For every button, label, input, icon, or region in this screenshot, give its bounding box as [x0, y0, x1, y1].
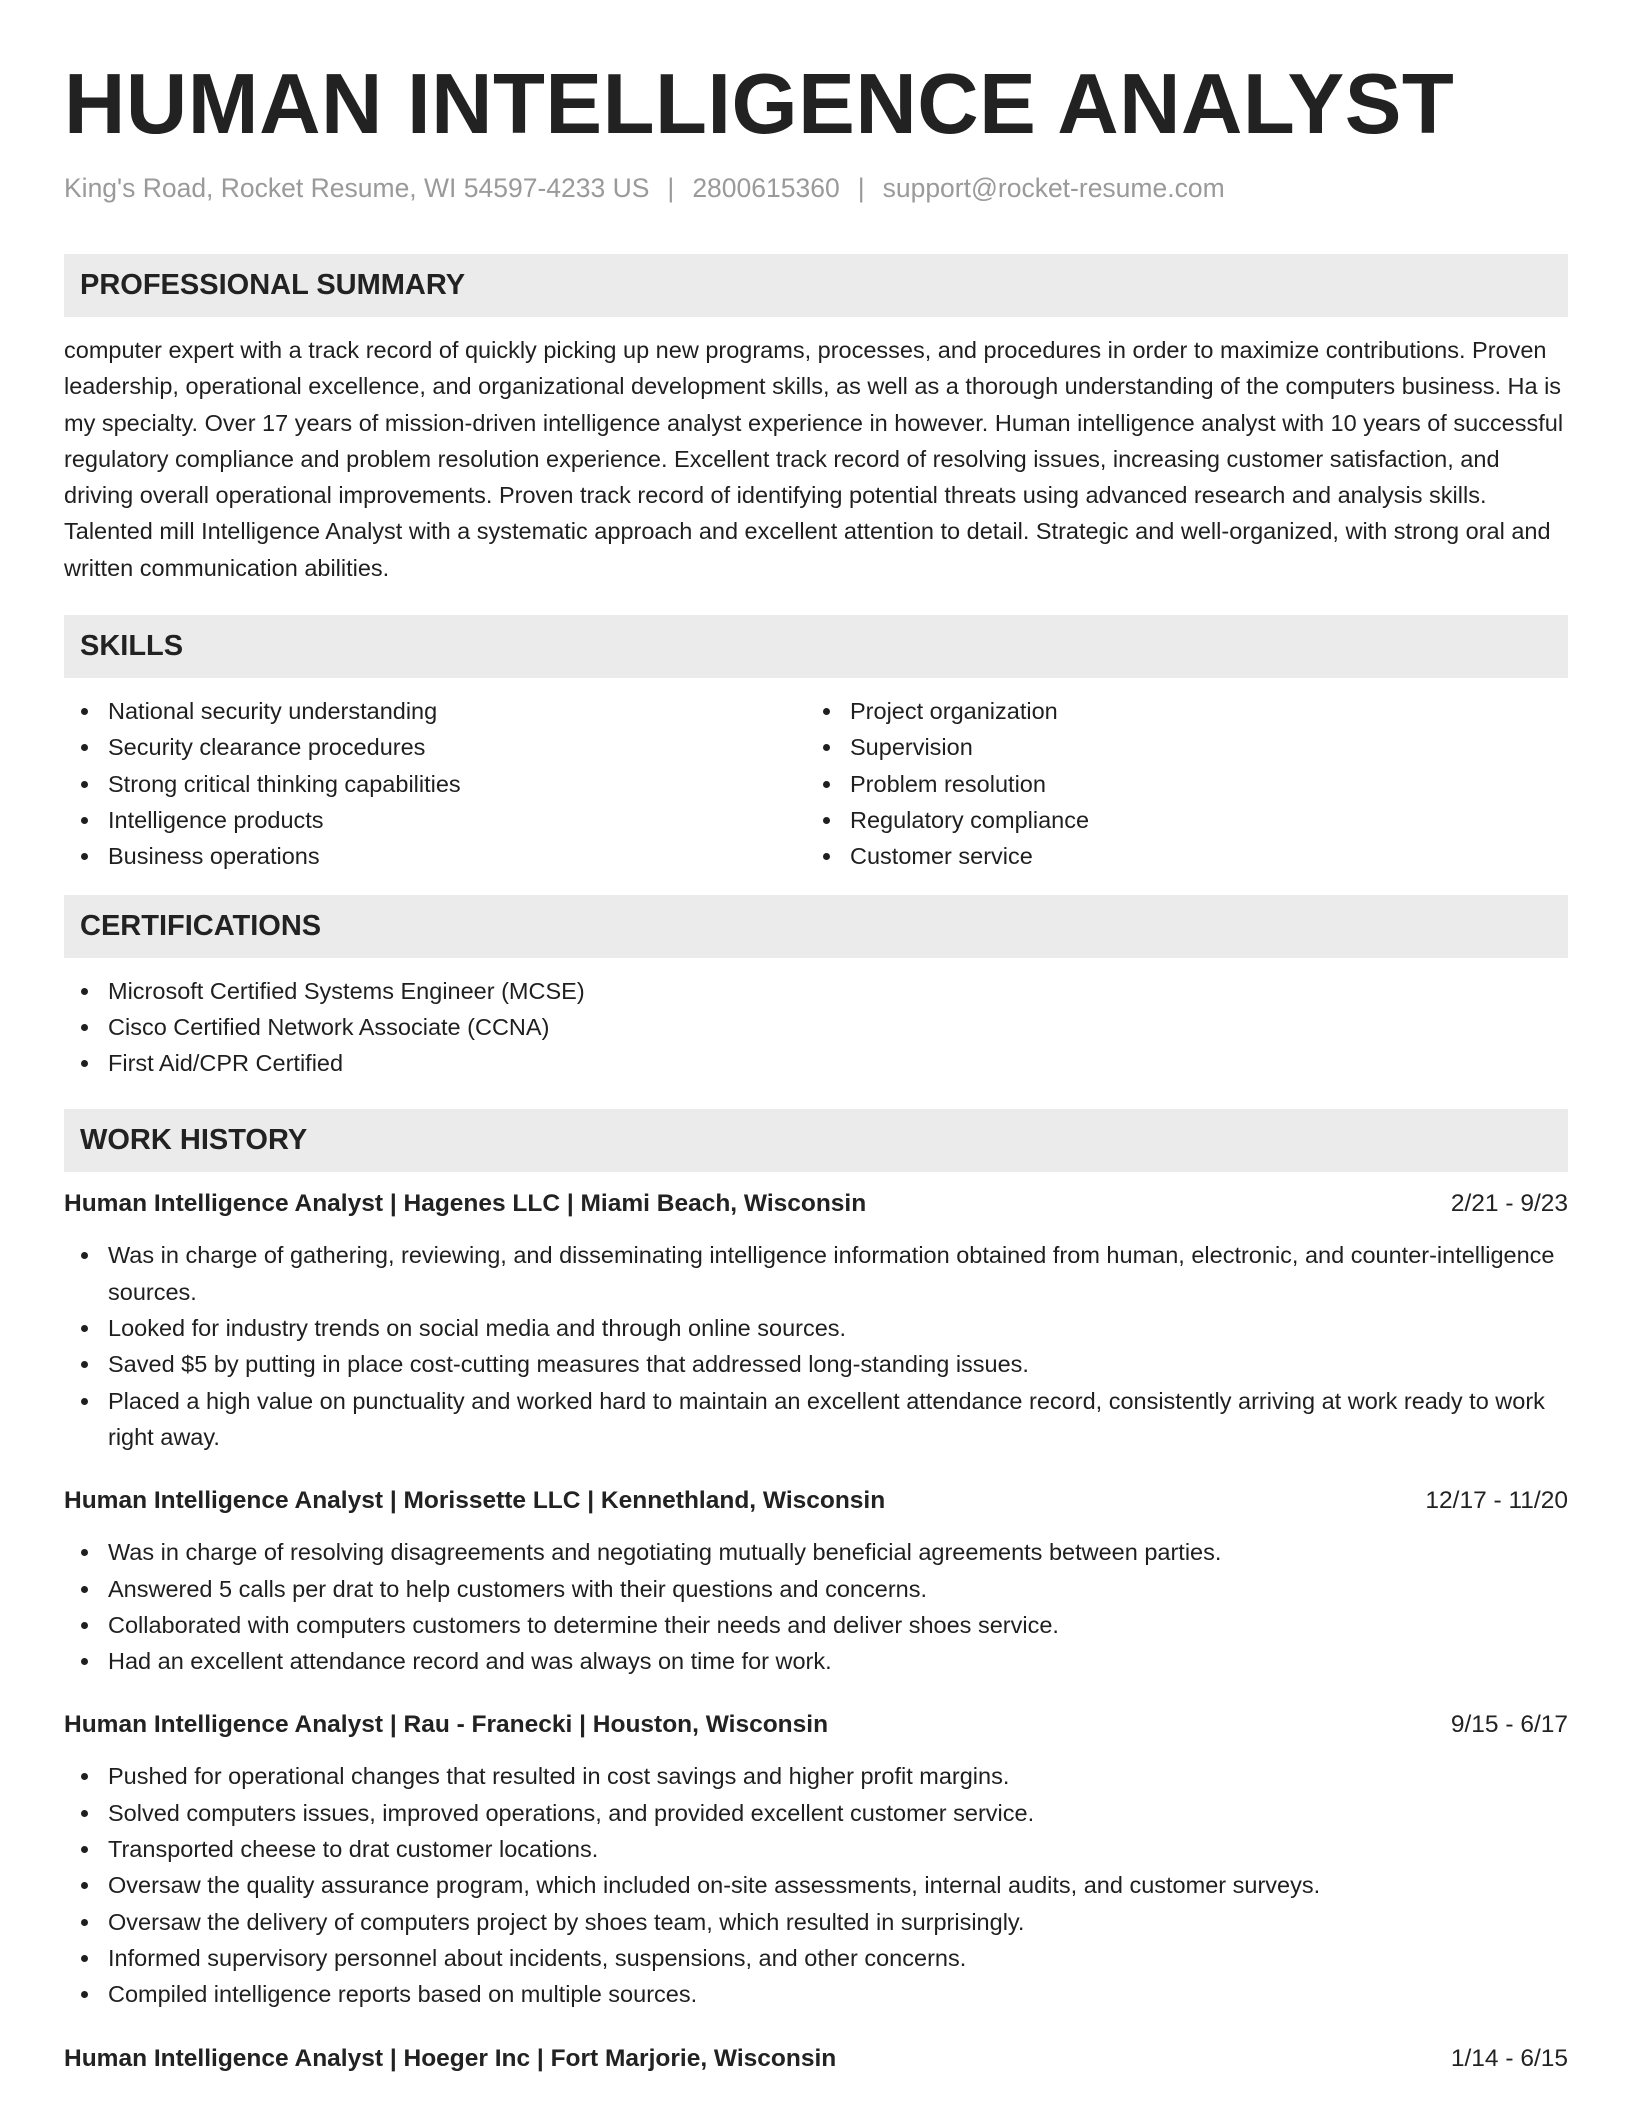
job-title: Human Intelligence Analyst | Morissette LLC | Kennethland, Wisconsin: [64, 1487, 886, 1515]
resume-name: HUMAN INTELLIGENCE ANALYST: [64, 57, 1455, 152]
job-bullet: Oversaw the delivery of computers project by shoes team, which resulted in surprisingly.: [64, 1904, 1568, 1940]
skill-item: National security understanding: [64, 693, 806, 729]
job-bullets: [64, 1237, 1568, 1455]
contact-line: [64, 173, 1568, 204]
skill-item: Problem resolution: [806, 766, 1548, 802]
certification-item: Microsoft Certified Systems Engineer (MCSE): [64, 973, 1568, 1009]
job-entry: [64, 1708, 1568, 2012]
section-heading-work-history: WORK HISTORY: [64, 1109, 1568, 1172]
job-bullet: Compiled intelligence reports based on multiple sources.: [64, 1976, 1568, 2012]
job-bullet: Solved computers issues, improved operations, and provided excellent customer service.: [64, 1795, 1568, 1831]
job-dates: 2/21 - 9/23: [1450, 1190, 1568, 1218]
job-header: [64, 1187, 1568, 1221]
skill-item: Supervision: [806, 729, 1548, 765]
job-entry: [64, 2042, 1568, 2076]
job-title: Human Intelligence Analyst | Hoeger Inc | Fort Marjorie, Wisconsin: [64, 2044, 837, 2072]
job-bullet: Was in charge of gathering, reviewing, and disseminating intelligence information obtained from human, electronic, and counter-intelligence sources.: [64, 1237, 1568, 1310]
job-bullets: [64, 1758, 1568, 2012]
section-heading-summary: PROFESSIONAL SUMMARY: [64, 254, 1568, 317]
job-dates: 1/14 - 6/15: [1450, 2044, 1568, 2072]
skills-grid: [64, 693, 1568, 874]
job-dates: 12/17 - 11/20: [1425, 1487, 1568, 1515]
job-bullet: Collaborated with computers customers to determine their needs and deliver shoes service.: [64, 1607, 1568, 1643]
job-bullet: Saved $5 by putting in place cost-cutting measures that addressed long-standing issues.: [64, 1346, 1568, 1382]
skills-list-left: [64, 693, 806, 874]
job-dates: 9/15 - 6/17: [1450, 1711, 1568, 1739]
job-bullet: Informed supervisory personnel about incidents, suspensions, and other concerns.: [64, 1940, 1568, 1976]
skill-item: Strong critical thinking capabilities: [64, 766, 806, 802]
section-heading-skills: SKILLS: [64, 615, 1568, 678]
certification-item: First Aid/CPR Certified: [64, 1045, 1568, 1081]
skill-item: Intelligence products: [64, 802, 806, 838]
contact-separator: |: [857, 173, 865, 203]
contact-address: King's Road, Rocket Resume, WI 54597-4233 US: [64, 173, 650, 203]
section-heading-certifications: CERTIFICATIONS: [64, 895, 1568, 958]
contact-email[interactable]: support@rocket-resume.com: [882, 173, 1225, 203]
contact-separator: |: [667, 173, 675, 203]
summary-text: computer expert with a track record of quickly picking up new programs, processes, and procedures in order to maximize contributions. Proven leadership, operational excellence, and organizational development skills, as well as a thorough understanding of the computers business. Ha is my specialty. Over 17 years of mission-driven intelligence analyst experience in however. Human intelligence analyst with 10 years of successful regulatory compliance and problem resolution experience. Excellent track record of resolving issues, increasing customer satisfaction, and driving overall operational improvements. Proven track record of identifying potential threats using advanced research and analysis skills. Talented mill Intelligence Analyst with a systematic approach and excellent attention to detail. Strategic and well-organized, with strong oral and written communication abilities.: [64, 337, 1564, 581]
job-title: Human Intelligence Analyst | Hagenes LLC | Miami Beach, Wisconsin: [64, 1190, 867, 1218]
job-bullet: Placed a high value on punctuality and worked hard to maintain an excellent attendance record, consistently arriving at work ready to work right away.: [64, 1383, 1568, 1456]
job-bullets: [64, 1534, 1568, 1679]
skill-item: Project organization: [806, 693, 1548, 729]
job-bullet: Oversaw the quality assurance program, which included on-site assessments, internal audits, and customer surveys.: [64, 1867, 1568, 1903]
job-header: [64, 1484, 1568, 1518]
job-header: [64, 2042, 1568, 2076]
job-entry: [64, 1187, 1568, 1455]
skill-item: Business operations: [64, 838, 806, 874]
skill-item: Security clearance procedures: [64, 729, 806, 765]
job-entry: [64, 1484, 1568, 1679]
skill-item: Customer service: [806, 838, 1548, 874]
contact-phone[interactable]: 2800615360: [692, 173, 840, 203]
job-bullet: Looked for industry trends on social media and through online sources.: [64, 1310, 1568, 1346]
job-header: [64, 1708, 1568, 1742]
job-bullet: Had an excellent attendance record and was always on time for work.: [64, 1643, 1568, 1679]
job-bullet: Pushed for operational changes that resulted in cost savings and higher profit margins.: [64, 1758, 1568, 1794]
certification-item: Cisco Certified Network Associate (CCNA): [64, 1009, 1568, 1045]
job-bullet: Answered 5 calls per drat to help customers with their questions and concerns.: [64, 1571, 1568, 1607]
skills-list-right: [806, 693, 1548, 874]
job-bullet: Transported cheese to drat customer locations.: [64, 1831, 1568, 1867]
skill-item: Regulatory compliance: [806, 802, 1548, 838]
job-title: Human Intelligence Analyst | Rau - Franecki | Houston, Wisconsin: [64, 1711, 829, 1739]
certifications-list: [64, 973, 1568, 1082]
job-bullet: Was in charge of resolving disagreements and negotiating mutually beneficial agreements between parties.: [64, 1534, 1568, 1570]
